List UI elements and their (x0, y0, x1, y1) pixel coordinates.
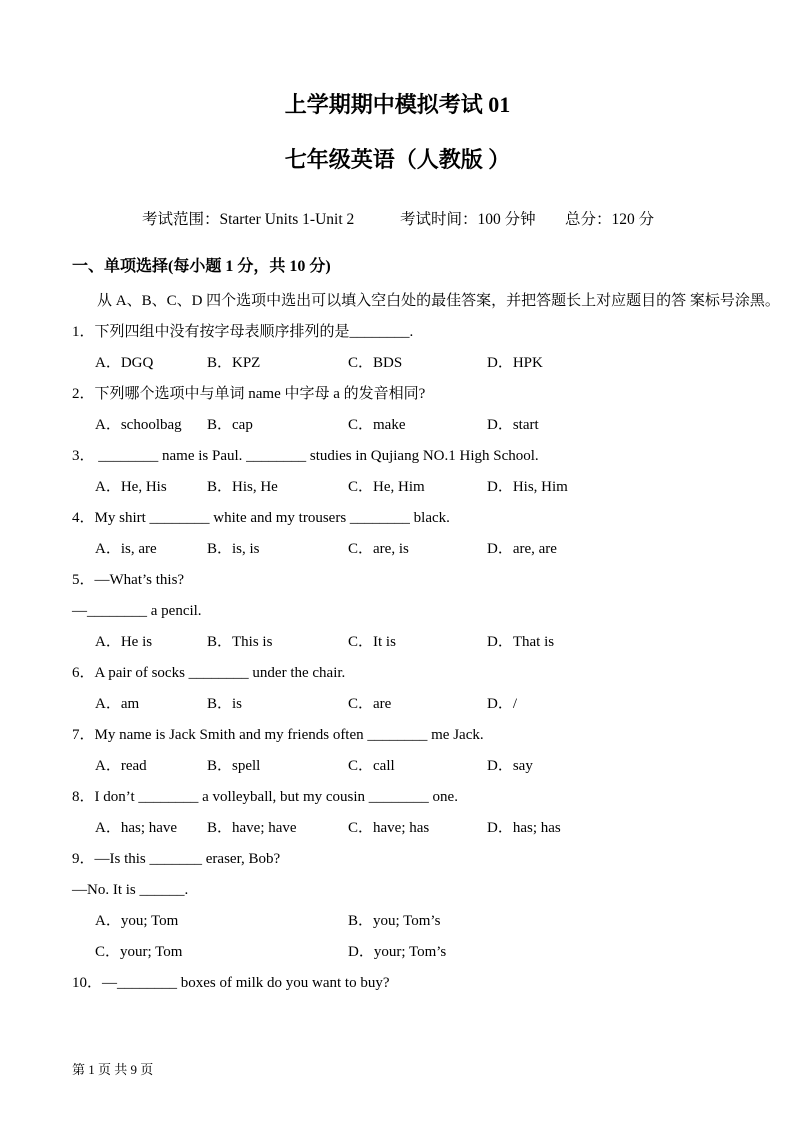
option-c: C．are, is (348, 541, 409, 557)
section-instruction: 从 A、B、C、D 四个选项中选出可以填入空白处的最佳答案，并把答题长上对应题目的答 案标号涂黑。 (97, 293, 780, 309)
question-7-options (95, 751, 723, 782)
option-d: D．say (487, 758, 533, 774)
exam-duration: 考试时间：100 分钟 (400, 211, 536, 228)
stem-text: My name is Jack Smith and my friends often ________ me Jack. (94, 727, 484, 743)
question-3-stem (72, 441, 723, 472)
stem-text: A pair of socks ________ under the chair. (94, 665, 346, 681)
option-c: C．call (348, 758, 395, 774)
question-number: 10． (72, 975, 103, 991)
page-subtitle: 七年级英语（人教版 ） (284, 147, 511, 172)
option-c: C．have; has (348, 820, 430, 836)
stem-text: —________ boxes of milk do you want to buy? (102, 975, 390, 991)
option-d: D．That is (487, 634, 555, 650)
option-c: C．BDS (348, 355, 403, 371)
question-9-options-row1 (95, 906, 723, 937)
option-a: A．you; Tom (95, 913, 179, 929)
option-a: A．read (95, 758, 147, 774)
question-4-stem (72, 503, 723, 534)
question-2-stem (72, 379, 723, 410)
option-d: D．start (487, 417, 539, 433)
question-9-answer-line: —No. It is ______. (72, 882, 189, 898)
option-d: D．/ (487, 696, 518, 712)
question-number: 8． (72, 789, 95, 805)
option-b: B．you; Tom’s (348, 913, 441, 929)
stem-text: 下列四组中没有按字母表顺序排列的是________. (94, 324, 414, 340)
option-a: A．He, His (95, 479, 167, 495)
option-d: D．has; has (487, 820, 561, 836)
option-a: A．am (95, 696, 140, 712)
question-4-options (95, 534, 723, 565)
exam-total-score: 总分：120 分 (565, 211, 655, 228)
option-c: C．make (348, 417, 406, 433)
question-1-options (95, 348, 723, 379)
option-a: A．He is (95, 634, 153, 650)
exam-meta (142, 210, 723, 230)
question-10-stem (72, 968, 723, 999)
exam-scope: 考试范围：Starter Units 1-Unit 2 (142, 211, 355, 228)
option-d: D．your; Tom’s (348, 944, 447, 960)
question-number: 1． (72, 324, 95, 340)
question-number: 7． (72, 727, 95, 743)
question-number: 2． (72, 386, 95, 402)
question-9-stem (72, 844, 723, 875)
option-b: B．have; have (207, 820, 297, 836)
option-b: B．cap (207, 417, 253, 433)
option-c: C．your; Tom (95, 944, 183, 960)
page-title: 上学期期中模拟考试 01 (284, 92, 511, 117)
stem-text: 下列哪个选项中与单词 name 中字母 a 的发音相同? (94, 386, 426, 402)
section-heading: 一、单项选择(每小题 1 分，共 10 分) (72, 258, 331, 275)
question-number: 6． (72, 665, 95, 681)
question-5-options (95, 627, 723, 658)
question-list (72, 317, 723, 999)
option-d: D．HPK (487, 355, 543, 371)
question-number: 3． (72, 448, 95, 464)
option-b: B．spell (207, 758, 261, 774)
question-3-options (95, 472, 723, 503)
option-b: B．is, is (207, 541, 260, 557)
option-a: A．has; have (95, 820, 178, 836)
option-a: A．is, are (95, 541, 157, 557)
stem-text: ________ name is Paul. ________ studies in Qujiang NO.1 High School. (94, 448, 539, 464)
option-c: C．He, Him (348, 479, 425, 495)
option-b: B．KPZ (207, 355, 261, 371)
option-d: D．His, Him (487, 479, 568, 495)
option-a: A．DGQ (95, 355, 154, 371)
option-b: B．His, He (207, 479, 278, 495)
question-9-options-row2 (95, 937, 723, 968)
page-footer: 第 1 页 共 9 页 (72, 1062, 154, 1077)
stem-text: —What’s this? (94, 572, 185, 588)
option-b: B．is (207, 696, 243, 712)
option-b: B．This is (207, 634, 273, 650)
question-number: 9． (72, 851, 95, 867)
question-number: 5． (72, 572, 95, 588)
stem-text: My shirt ________ white and my trousers ________ black. (94, 510, 450, 526)
option-c: C．are (348, 696, 392, 712)
question-6-options (95, 689, 723, 720)
question-number: 4． (72, 510, 95, 526)
stem-text: I don’t ________ a volleyball, but my cousin ________ one. (94, 789, 458, 805)
question-7-stem (72, 720, 723, 751)
question-5-answer-line: —________ a pencil. (72, 603, 202, 619)
question-6-stem (72, 658, 723, 689)
option-d: D．are, are (487, 541, 557, 557)
option-a: A．schoolbag (95, 417, 182, 433)
question-8-options (95, 813, 723, 844)
stem-text: —Is this _______ eraser, Bob? (94, 851, 281, 867)
question-1-stem (72, 317, 723, 348)
question-2-options (95, 410, 723, 441)
question-8-stem (72, 782, 723, 813)
option-c: C．It is (348, 634, 396, 650)
question-5-stem (72, 565, 723, 596)
